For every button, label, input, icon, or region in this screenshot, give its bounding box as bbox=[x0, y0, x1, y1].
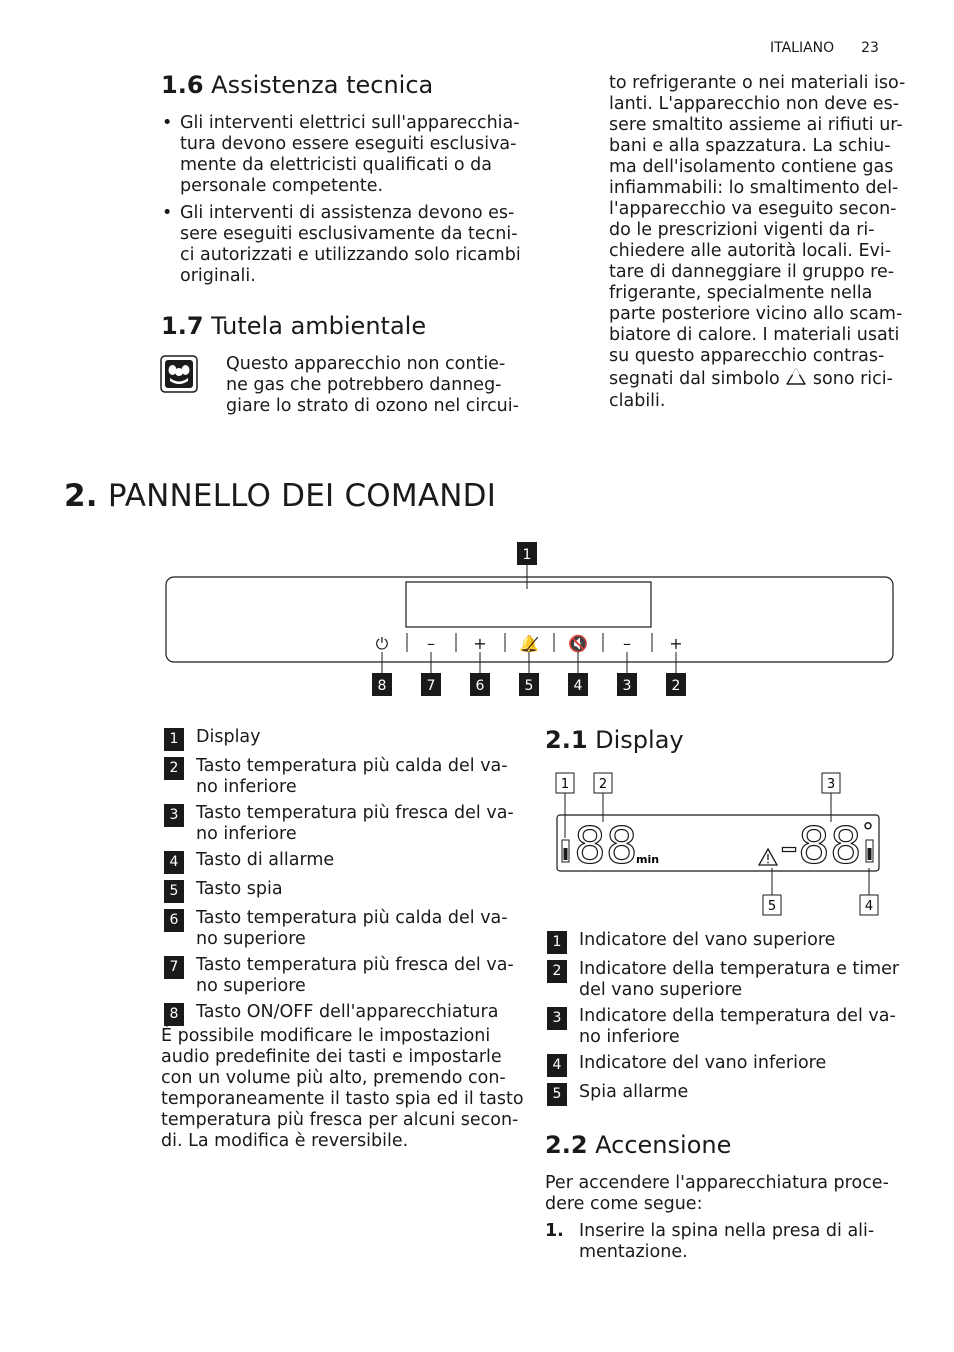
legend-text bbox=[196, 850, 334, 871]
display-diagram bbox=[550, 770, 890, 920]
text-line: giare lo strato di ozono nel circui- bbox=[226, 396, 519, 416]
legend-number: 1 bbox=[164, 728, 184, 751]
panel-button-5[interactable]: 🔇 bbox=[568, 634, 588, 653]
text-fragment: sono rici- bbox=[812, 369, 893, 389]
text-line: frigerante, specialmente nella bbox=[609, 283, 873, 303]
legend-text bbox=[196, 879, 283, 900]
section-2-1-heading bbox=[545, 726, 684, 754]
page-number: 23 bbox=[861, 40, 879, 56]
text-line: temperatura più fresca per alcuni secon- bbox=[161, 1110, 519, 1130]
legend-number: 1 bbox=[547, 931, 567, 954]
text-line: to refrigerante o nei materiali iso- bbox=[609, 73, 906, 93]
display-callout-5: 5 bbox=[767, 899, 777, 914]
section-title: Display bbox=[595, 726, 684, 754]
text-line: • Gli interventi elettrici sull'apparecchia- bbox=[180, 113, 520, 133]
page-header bbox=[770, 39, 879, 57]
panel-button-3[interactable]: + bbox=[473, 634, 487, 653]
legend-text bbox=[196, 756, 508, 798]
legend-number: 5 bbox=[547, 1083, 567, 1106]
legend-text bbox=[579, 930, 835, 951]
legend-number: 6 bbox=[164, 909, 184, 932]
text-line: • Gli interventi di assistenza devono es- bbox=[180, 203, 515, 223]
lower-temperature-digits: -88 bbox=[780, 817, 862, 875]
section-number: 2.1 bbox=[545, 726, 588, 754]
text-line: infiammabili: lo smaltimento del- bbox=[609, 178, 899, 198]
section-title: Tutela ambientale bbox=[211, 312, 427, 340]
text-line: Tasto temperatura più calda del va- bbox=[196, 756, 508, 776]
text-line: Indicatore del vano inferiore bbox=[579, 1053, 827, 1073]
section-title: Accensione bbox=[595, 1131, 732, 1159]
panel-button-1[interactable]: ⏻ bbox=[375, 634, 389, 653]
text-line: Tasto temperatura più fresca del va- bbox=[196, 955, 514, 975]
text-line: mente da elettricisti qualificati o da bbox=[180, 155, 492, 175]
panel-button-2[interactable]: – bbox=[427, 634, 435, 653]
text-line: ne gas che potrebbero danneg- bbox=[226, 375, 502, 395]
text-line: do le prescrizioni vigenti da ri- bbox=[609, 220, 875, 240]
text-line: no superiore bbox=[196, 976, 306, 996]
text-line: Tasto ON/OFF dell'apparecchiatura bbox=[196, 1002, 499, 1022]
text-line: Display bbox=[196, 727, 261, 747]
text-line: ma dell'isolamento contiene gas bbox=[609, 157, 894, 177]
bullet-item bbox=[180, 203, 521, 287]
environment-paragraph bbox=[226, 354, 519, 417]
text-line: no inferiore bbox=[196, 777, 297, 797]
display-callout-1: 1 bbox=[560, 777, 570, 792]
text-line: biatore di calore. I materiali usati bbox=[609, 325, 900, 345]
callout-5: 5 bbox=[524, 678, 534, 694]
text-line: Indicatore della temperatura del va- bbox=[579, 1006, 896, 1026]
callout-6: 6 bbox=[475, 678, 485, 694]
step-text bbox=[579, 1221, 874, 1263]
text-line: Tasto di allarme bbox=[196, 850, 335, 870]
control-panel-diagram bbox=[160, 540, 900, 700]
text-line: mentazione. bbox=[579, 1242, 688, 1262]
text-line: Per accendere l'apparecchiatura proce- bbox=[545, 1173, 889, 1193]
legend-text bbox=[196, 955, 514, 997]
section-1-7-heading bbox=[161, 312, 426, 340]
display-callout-4: 4 bbox=[864, 899, 874, 914]
text-line: no inferiore bbox=[196, 824, 297, 844]
display-callout-3: 3 bbox=[826, 777, 836, 792]
text-line: Tasto spia bbox=[196, 879, 283, 899]
section-title: Assistenza tecnica bbox=[211, 71, 434, 99]
section-1-6-heading bbox=[161, 71, 433, 99]
callout-7: 7 bbox=[426, 678, 436, 694]
environment-continued bbox=[609, 73, 905, 412]
text-line: con un volume più alto, premendo con- bbox=[161, 1068, 506, 1088]
text-line: parte posteriore vicino allo scam- bbox=[609, 304, 903, 324]
legend-text bbox=[579, 1006, 896, 1048]
text-line: Questo apparecchio non contie- bbox=[226, 354, 506, 374]
legend-number: 4 bbox=[164, 851, 184, 874]
text-line: del vano superiore bbox=[579, 980, 743, 1000]
display-callout-2: 2 bbox=[598, 777, 608, 792]
audio-note bbox=[161, 1026, 524, 1152]
text-line: clabili. bbox=[609, 391, 666, 411]
callout-8: 8 bbox=[377, 678, 387, 694]
legend-text bbox=[196, 908, 508, 950]
text-line: Inserire la spina nella presa di ali- bbox=[579, 1221, 875, 1241]
callout-4: 4 bbox=[573, 678, 583, 694]
chapter-number: 2. bbox=[64, 478, 98, 514]
callout-3: 3 bbox=[622, 678, 632, 694]
bullet-item bbox=[180, 113, 520, 197]
text-line: sere smaltito assieme ai rifiuti ur- bbox=[609, 115, 903, 135]
text-line bbox=[609, 367, 905, 391]
text-line: Indicatore della temperatura e timer bbox=[579, 959, 900, 979]
legend-text bbox=[579, 1082, 688, 1103]
chapter-2-heading bbox=[64, 478, 496, 514]
callout-1: 1 bbox=[522, 547, 532, 563]
legend-number: 3 bbox=[164, 804, 184, 827]
unit-label: min bbox=[636, 853, 660, 866]
chapter-title: PANNELLO DEI COMANDI bbox=[107, 478, 497, 514]
power-on-intro bbox=[545, 1173, 889, 1215]
text-line: personale competente. bbox=[180, 176, 384, 196]
header-language: ITALIANO bbox=[770, 40, 835, 56]
text-line: È possibile modificare le impostazioni bbox=[161, 1026, 491, 1046]
text-line: Tasto temperatura più fresca del va- bbox=[196, 803, 514, 823]
legend-text bbox=[196, 803, 514, 845]
degree-symbol: ° bbox=[862, 818, 874, 846]
text-line: tare di danneggiare il gruppo re- bbox=[609, 262, 895, 282]
text-line: sere eseguiti esclusivamente da tecni- bbox=[180, 224, 518, 244]
text-line: no inferiore bbox=[579, 1027, 680, 1047]
section-2-2-heading bbox=[545, 1131, 731, 1159]
panel-button-7[interactable]: + bbox=[669, 634, 683, 653]
legend-number: 2 bbox=[547, 960, 567, 983]
legend-number: 5 bbox=[164, 880, 184, 903]
text-line: lanti. L'apparecchio non deve es- bbox=[609, 94, 900, 114]
panel-display-window bbox=[406, 582, 651, 627]
text-line: dere come segue: bbox=[545, 1194, 703, 1214]
text-line: originali. bbox=[180, 266, 256, 286]
panel-button-6[interactable]: – bbox=[623, 634, 631, 653]
text-line: l'apparecchio va eseguito secon- bbox=[609, 199, 897, 219]
text-line: ci autorizzati e utilizzando solo ricambi bbox=[180, 245, 521, 265]
text-line: di. La modifica è reversibile. bbox=[161, 1131, 409, 1151]
legend-number: 8 bbox=[164, 1003, 184, 1026]
section-number: 2.2 bbox=[545, 1131, 588, 1159]
step-number: 1. bbox=[545, 1221, 564, 1241]
callout-2: 2 bbox=[671, 678, 681, 694]
legend-number: 4 bbox=[547, 1054, 567, 1077]
text-line: Tasto temperatura più calda del va- bbox=[196, 908, 508, 928]
text-line: bani e alla spazzatura. La schiu- bbox=[609, 136, 891, 156]
upper-temperature-digits: 88 bbox=[574, 817, 638, 875]
legend-number: 7 bbox=[164, 956, 184, 979]
legend-text bbox=[196, 1002, 498, 1023]
text-line: su questo apparecchio contras- bbox=[609, 346, 885, 366]
recycle-icon bbox=[785, 367, 807, 387]
text-line: Indicatore del vano superiore bbox=[579, 930, 836, 950]
legend-number: 2 bbox=[164, 757, 184, 780]
text-fragment: segnati dal simbolo bbox=[609, 369, 780, 389]
text-line: Spia allarme bbox=[579, 1082, 689, 1102]
text-line: temporaneamente il tasto spia ed il tasto bbox=[161, 1089, 524, 1109]
legend-number: 3 bbox=[547, 1007, 567, 1030]
section-number: 1.7 bbox=[161, 312, 204, 340]
legend-text bbox=[579, 1053, 826, 1074]
legend-text bbox=[196, 727, 261, 748]
legend-text bbox=[579, 959, 899, 1001]
text-line: chiedere alle autorità locali. Evi- bbox=[609, 241, 892, 261]
section-number: 1.6 bbox=[161, 71, 204, 99]
panel-button-4[interactable]: 🔔̸ bbox=[519, 634, 539, 653]
text-line: audio predefinite dei tasti e impostarle bbox=[161, 1047, 502, 1067]
text-line: tura devono essere eseguiti esclusiva- bbox=[180, 134, 517, 154]
text-line: no superiore bbox=[196, 929, 306, 949]
environment-icon bbox=[160, 355, 198, 393]
